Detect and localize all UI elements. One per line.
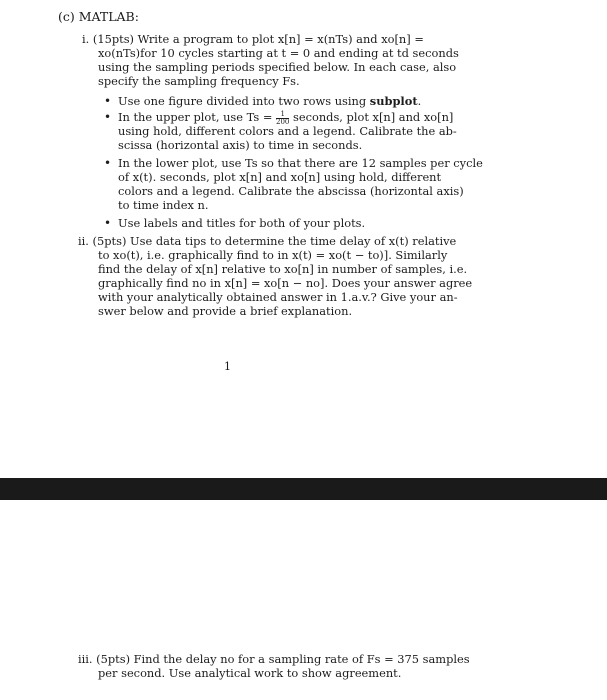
bullet-2-line-1: In the upper plot, use Ts = $\frac{1}{200}$ seconds, plot x[n] and xo[n] — [118, 109, 454, 126]
item-ii-line-3: find the delay of x[n] relative to xo[n] in number of samples, i.e. — [98, 262, 468, 276]
bullet-4: Use labels and titles for both of your plots. — [118, 216, 366, 230]
bullet-3-line-2: of x(t). seconds, plot x[n] and xo[n] using hold, different — [118, 170, 442, 184]
item-ii-line-2: to xo(t), i.e. graphically find to in x(t) = xo(t − to)]. Similarly — [98, 248, 448, 262]
bullet-1: Use one figure divided into two rows using subplot. — [118, 94, 422, 108]
item-ii-line-1: ii. (5pts) Use data tips to determine the time delay of x(t) relative — [78, 234, 457, 248]
section-heading: (c) MATLAB: — [58, 9, 139, 24]
item-iii-line-2: per second. Use analytical work to show agreement. — [98, 666, 402, 680]
item-iii-line-1: iii. (5pts) Find the delay no for a sampling rate of Fs = 375 samples — [78, 652, 470, 666]
bullet-3-line-3: colors and a legend. Calibrate the abscissa (horizontal axis) — [118, 184, 464, 198]
bullet-icon: • — [104, 156, 112, 170]
bullet-2-line-3: scissa (horizontal axis) to time in seconds. — [118, 138, 363, 152]
page-bottom-sheet — [0, 500, 607, 700]
bullet-icon: • — [104, 110, 112, 124]
page-number: 1 — [224, 360, 231, 373]
item-ii-line-4: graphically find no in x[n] = xo[n − no]. Does your answer agree — [98, 276, 473, 290]
page-break-bar — [0, 478, 607, 500]
bullet-icon: • — [104, 94, 112, 108]
item-i-line-3: using the sampling periods specified below. In each case, also — [98, 60, 457, 74]
bullet-2-line-2: using hold, different colors and a legend. Calibrate the ab- — [118, 124, 457, 138]
bullet-3-line-1: In the lower plot, use Ts so that there are 12 samples per cycle — [118, 156, 483, 170]
item-ii-line-6: swer below and provide a brief explanation. — [98, 304, 353, 318]
bullet-3-line-4: to time index n. — [118, 198, 209, 212]
item-i-line-2: xo(nTs)for 10 cycles starting at t = 0 and ending at td seconds — [98, 46, 459, 60]
item-i-line-4: specify the sampling frequency Fs. — [98, 74, 300, 88]
fraction: $\frac{1}{200}$ — [276, 109, 290, 126]
item-ii-line-5: with your analytically obtained answer in 1.a.v.? Give your an- — [98, 290, 458, 304]
item-i-line-1: i. (15pts) Write a program to plot x[n] = x(nTs) and xo[n] = — [82, 32, 424, 46]
bullet-icon: • — [104, 216, 112, 230]
